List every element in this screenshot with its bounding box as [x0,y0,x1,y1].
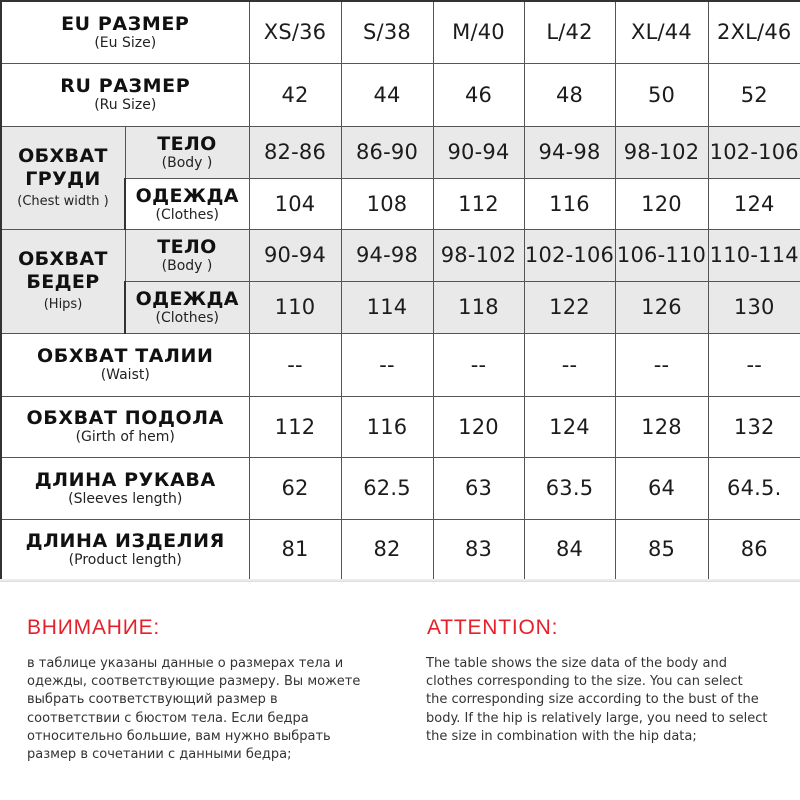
sleeve-label-ru: ДЛИНА РУКАВА [34,468,216,491]
attention-text-en-line: body. If the hip is relatively large, you need to select [426,710,768,726]
attention-text-ru-line: соответствии с бюстом тела. Если бедра [27,710,309,726]
sleeve-cell: 63 [433,457,524,519]
hips-body-label-en: (Body ) [161,258,213,274]
length-row [1,519,800,580]
ru-size-cell: 46 [433,63,524,126]
sleeve-row [1,457,800,519]
chest-title-en: (Chest width ) [17,193,109,209]
sleeve-cell: 64 [615,457,708,519]
hips-clothes-label-en: (Clothes) [155,310,219,326]
sleeve-cell: 62 [249,457,341,519]
hips-body-cell: 102-106 [524,229,615,281]
eu-size-cell: L/42 [524,1,615,63]
hips-clothes-cell: 114 [341,281,433,333]
waist-label [1,333,249,396]
hips-title-line2: БЕДЕР [26,271,100,293]
chest-group-label [1,126,125,229]
waist-cell: -- [708,333,800,396]
eu-size-cell: XL/44 [615,1,708,63]
hem-cell: 112 [249,396,341,457]
chest-clothes-cell: 124 [708,178,800,229]
waist-cell: -- [524,333,615,396]
hem-label [1,396,249,457]
chest-title-line2: ГРУДИ [25,167,101,190]
length-cell: 82 [341,519,433,580]
hips-body-label-ru: ТЕЛО [157,236,217,258]
attention-text-en-line: the size in combination with the hip data; [426,728,697,744]
ru-size-row [1,63,800,126]
attention-text-en [426,655,786,746]
hips-clothes-cell: 110 [249,281,341,333]
chest-body-cell: 86-90 [341,126,433,178]
length-label-ru: ДЛИНА ИЗДЕЛИЯ [25,529,225,552]
length-cell: 86 [708,519,800,580]
chest-clothes-cell: 120 [615,178,708,229]
chest-body-cell: 90-94 [433,126,524,178]
chest-clothes-label-en: (Clothes) [155,206,219,223]
chest-body-label-ru: ТЕЛО [157,133,217,155]
hem-cell: 120 [433,396,524,457]
chest-body-cell: 82-86 [249,126,341,178]
length-cell: 84 [524,519,615,580]
waist-cell: -- [341,333,433,396]
ru-size-cell: 48 [524,63,615,126]
chest-body-label [125,126,249,178]
hips-body-cell: 106-110 [615,229,708,281]
length-cell: 85 [615,519,708,580]
attention-text-ru [27,655,387,764]
chest-clothes-cell: 108 [341,178,433,229]
length-label [1,519,249,580]
waist-cell: -- [249,333,341,396]
waist-label-ru: ОБХВАТ ТАЛИИ [37,345,214,367]
hem-row [1,396,800,457]
length-label-en: (Product length) [68,551,182,568]
chest-title-line1: ОБХВАТ [18,144,108,167]
eu-size-cell: S/38 [341,1,433,63]
chest-body-cell: 94-98 [524,126,615,178]
attention-title-ru: ВНИМАНИЕ: [27,616,161,639]
hips-body-cell: 90-94 [249,229,341,281]
length-cell: 81 [249,519,341,580]
chest-clothes-cell: 104 [249,178,341,229]
eu-size-cell: 2XL/46 [708,1,800,63]
waist-label-en: (Waist) [100,367,150,383]
attention-text-ru-line: одежды, соответствующие размеру. Вы можете [27,674,361,690]
hem-label-ru: ОБХВАТ ПОДОЛА [26,407,224,429]
attention-title-en: ATTENTION: [427,616,559,639]
eu-size-label [1,1,249,63]
attention-text-ru-line: размер в сочетании с данными бедра; [27,747,292,763]
sleeve-cell: 63.5 [524,457,615,519]
ru-size-label-en: (Ru Size) [94,97,157,113]
waist-cell: -- [433,333,524,396]
waist-row [1,333,800,396]
sleeve-cell: 62.5 [341,457,433,519]
eu-size-label-en: (Eu Size) [94,34,157,51]
hips-title-line1: ОБХВАТ [18,248,108,270]
hem-cell: 132 [708,396,800,457]
hips-clothes-label-ru: ОДЕЖДА [135,288,239,310]
eu-size-cell: M/40 [433,1,524,63]
hips-body-cell: 94-98 [341,229,433,281]
length-cell: 83 [433,519,524,580]
chest-clothes-label-ru: ОДЕЖДА [135,184,239,207]
chest-clothes-cell: 116 [524,178,615,229]
hips-clothes-cell: 130 [708,281,800,333]
ru-size-cell: 42 [249,63,341,126]
attention-text-ru-line: относительно большие, вам нужно выбрать [27,728,331,744]
eu-size-label-ru: EU РАЗМЕР [61,12,190,35]
attention-text-en-line: the corresponding size according to the bust of the [426,692,759,708]
sleeve-label-en: (Sleeves length) [68,490,183,507]
sleeve-label [1,457,249,519]
ru-size-cell: 44 [341,63,433,126]
chest-body-row [1,126,800,178]
hem-label-en: (Girth of hem) [75,429,175,445]
hips-clothes-cell: 118 [433,281,524,333]
hips-body-label [125,229,249,281]
ru-size-label-ru: RU РАЗМЕР [60,75,191,97]
chest-clothes-cell: 112 [433,178,524,229]
chest-body-label-en: (Body ) [161,155,213,171]
attention-notes [0,581,800,800]
eu-size-cell: XS/36 [249,1,341,63]
sleeve-cell: 64.5. [708,457,800,519]
hips-body-cell: 110-114 [708,229,800,281]
ru-size-cell: 52 [708,63,800,126]
attention-text-ru-line: выбрать соответствующий размер в [27,692,278,708]
hips-clothes-cell: 122 [524,281,615,333]
attention-text-en-line: clothes corresponding to the size. You can select [426,674,743,690]
chest-body-cell: 102-106 [708,126,800,178]
hem-cell: 124 [524,396,615,457]
hips-title-en: (Hips) [43,297,83,312]
attention-text-en-line: The table shows the size data of the body and [426,656,727,671]
waist-cell: -- [615,333,708,396]
eu-size-row [1,1,800,63]
chest-body-cell: 98-102 [615,126,708,178]
chest-clothes-label [125,178,249,229]
hips-group-label [1,229,125,333]
hem-cell: 116 [341,396,433,457]
ru-size-cell: 50 [615,63,708,126]
hips-body-row [1,229,800,281]
hips-clothes-cell: 126 [615,281,708,333]
hem-cell: 128 [615,396,708,457]
ru-size-label [1,63,249,126]
attention-text-ru-line: в таблице указаны данные о размерах тела и [27,656,344,671]
hips-clothes-label [125,281,249,333]
hips-body-cell: 98-102 [433,229,524,281]
